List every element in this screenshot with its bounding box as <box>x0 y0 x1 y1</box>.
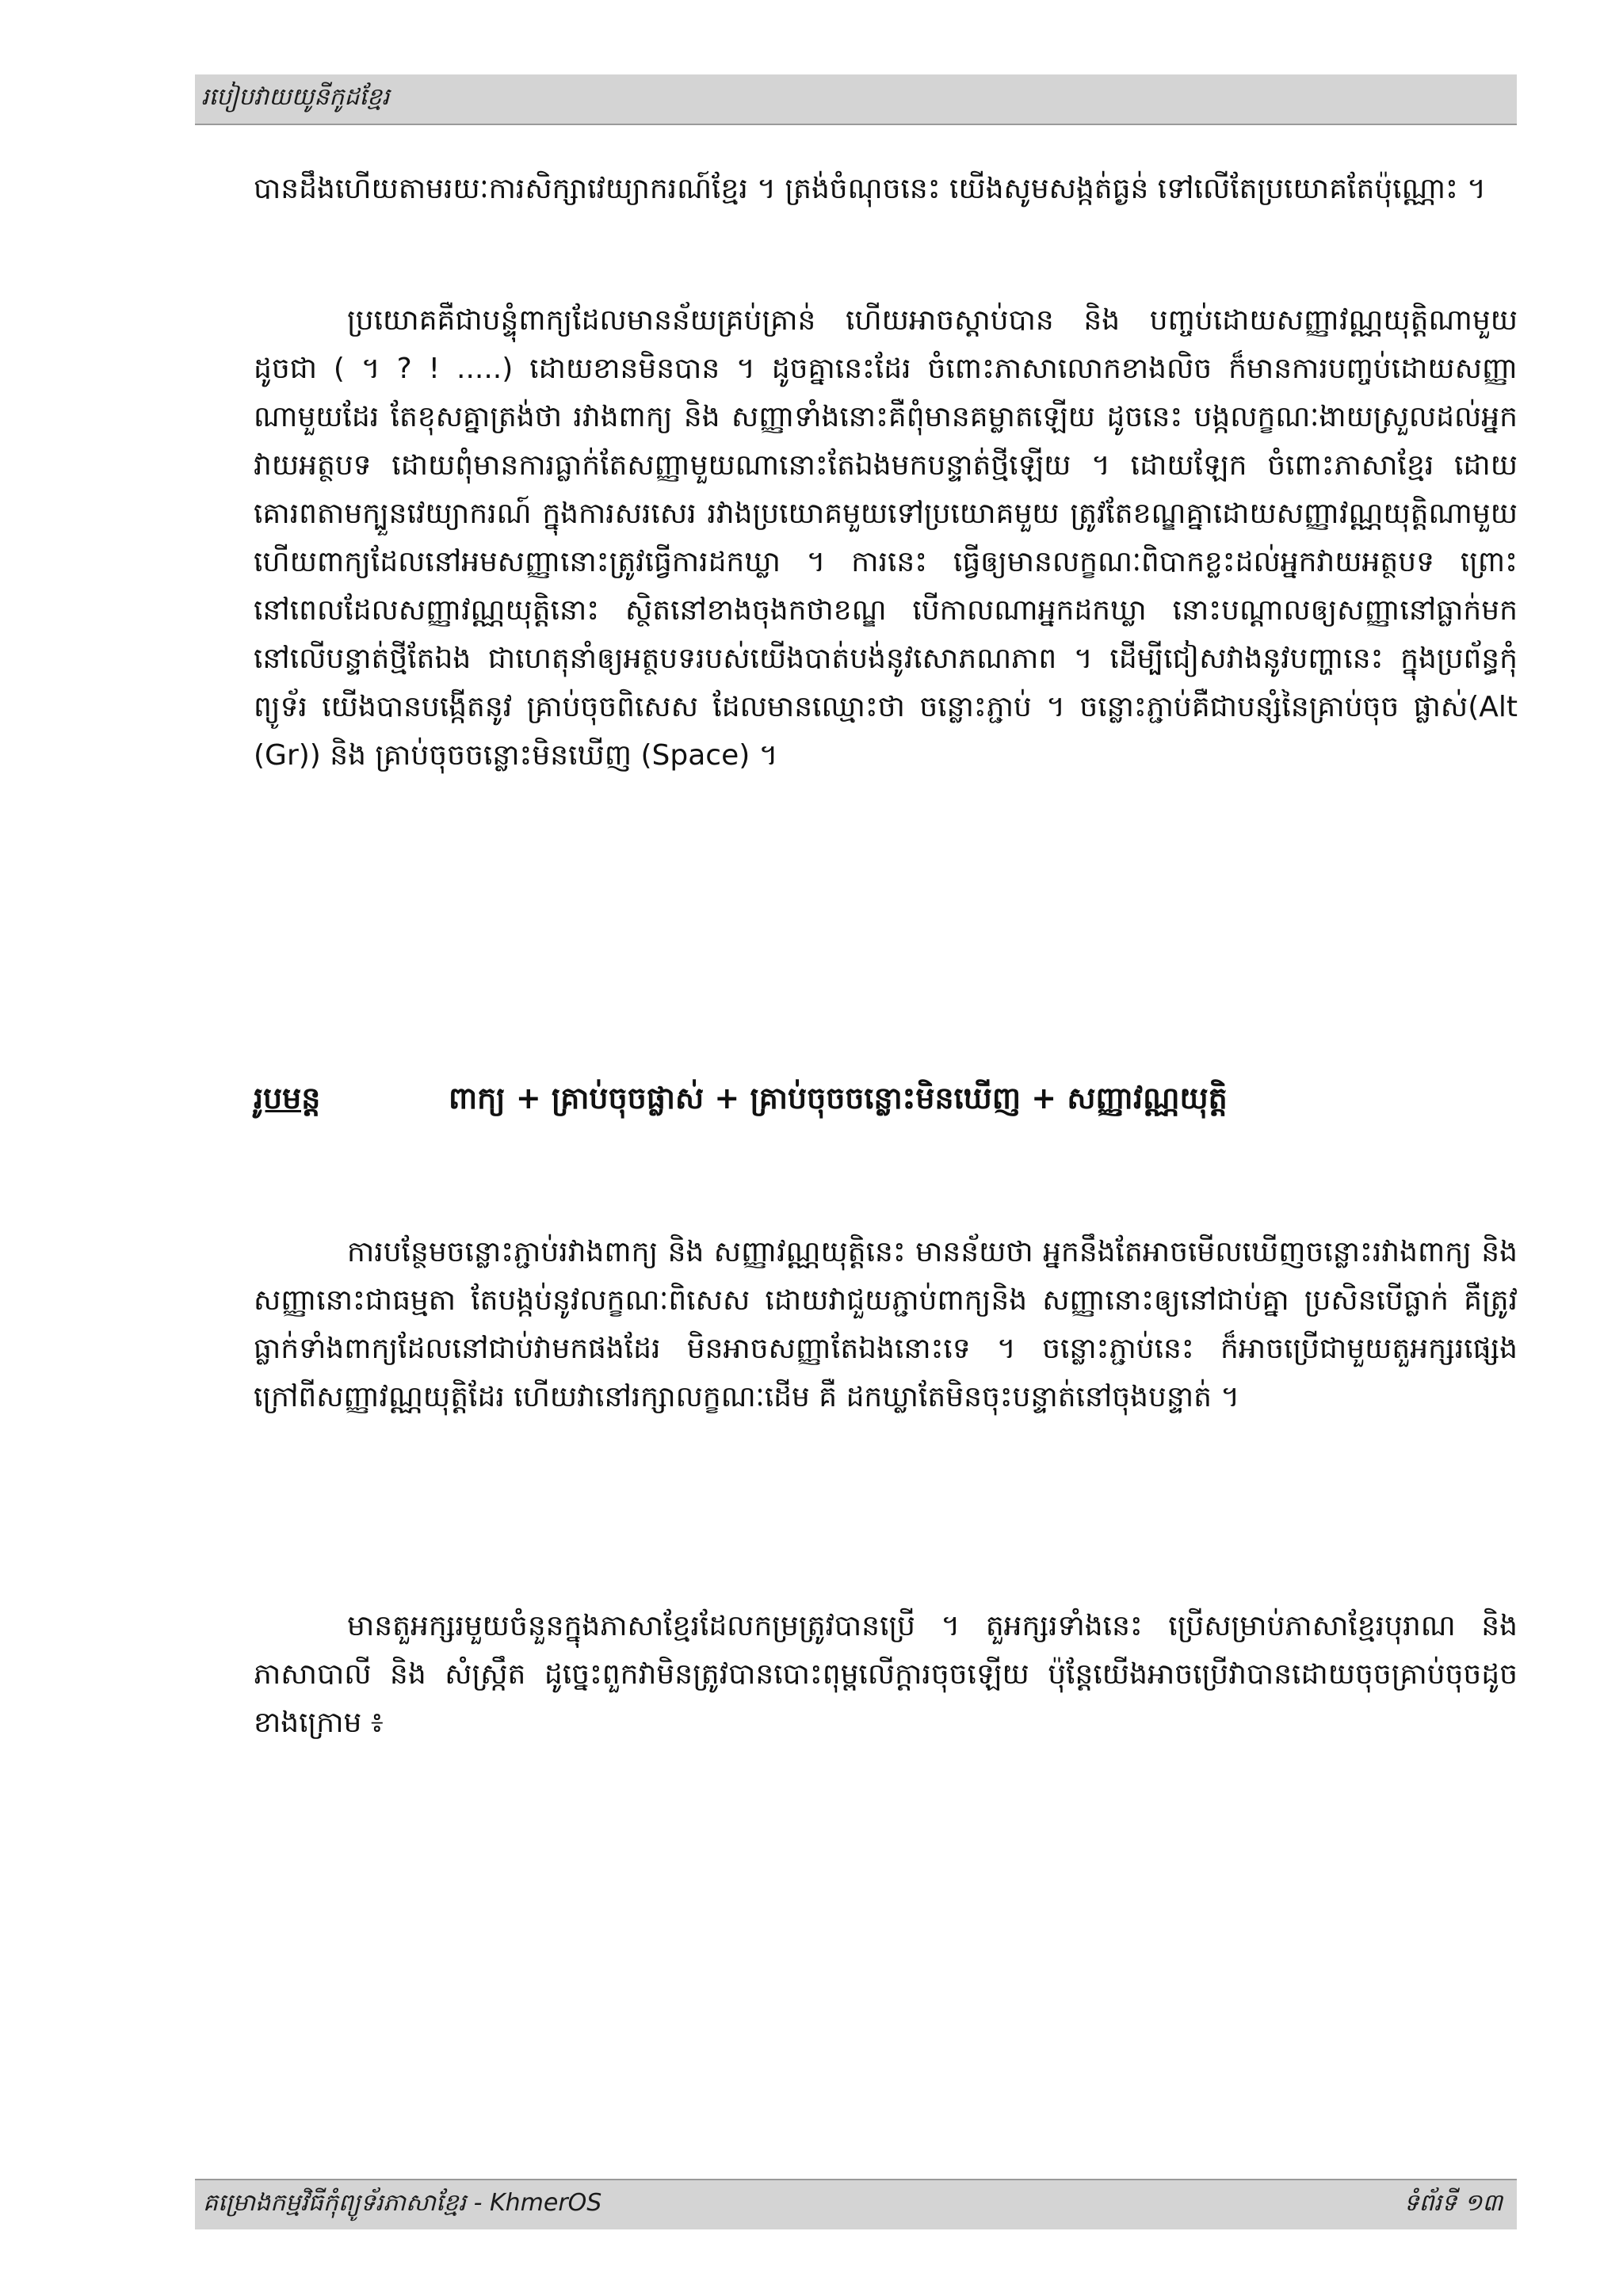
page-footer <box>195 2179 1517 2229</box>
formula-label: រូបមន្ត <box>254 1081 321 1116</box>
paragraph-sentence-definition: ប្រយោគគឺជាបន្ទុំពាក្យដែលមានន័យគ្រប់គ្រាន់ ហើយអាចស្តាប់បាន និង បញ្ចប់ដោយសញ្ញាវណ្ណយុត្តិណាមួយដូចជា ( ។ ? ! .....) ដោយខានមិនបាន ។ ដូចគ្នានេះដែរ ចំពោះភាសាលោកខាងលិច ក៏មានការបញ្ចប់ដោយសញ្ញាណាមួយដែរ តែខុសគ្នាត្រង់ថា រវាងពាក្យ និង សញ្ញាទាំងនោះគឺពុំមានគម្លាតឡើយ ដូចនេះ បង្កលក្ខណៈងាយស្រួលដល់អ្នកវាយអត្ថបទ ដោយពុំមានការធ្លាក់តែសញ្ញាមួយណានោះតែឯងមកបន្ទាត់ថ្មីឡើយ ។ ដោយឡែក ចំពោះភាសាខ្មែរ ដោយគោរពតាមក្បួនវេយ្យាករណ៍ ក្នុងការសរសេរ រវាងប្រយោគមួយទៅប្រយោគមួយ ត្រូវតែខណ្ឌគ្នាដោយសញ្ញាវណ្ណយុត្តិណាមួយ ហើយពាក្យដែលនៅអមសញ្ញានោះត្រូវធ្វើការដកឃ្លា ។ ការនេះ ធ្វើឲ្យមានលក្ខណៈពិបាកខ្លះដល់អ្នកវាយអត្ថបទ ព្រោះនៅពេលដែលសញ្ញាវណ្ណយុត្តិនោះ ស្ថិតនៅខាងចុងកថាខណ្ឌ បើកាលណាអ្នកដកឃ្លា នោះបណ្តាលឲ្យសញ្ញានៅធ្លាក់មកនៅលើបន្ទាត់ថ្មីតែឯង ជាហេតុនាំឲ្យអត្ថបទរបស់យើងបាត់បង់នូវសោភណភាព ។ ដើម្បីជៀសវាងនូវបញ្ហានេះ ក្នុងប្រព័ន្ធកុំព្យូទ័រ យើងបានបង្កើតនូវ គ្រាប់ចុចពិសេស ដែលមានឈ្មោះថា ចន្លោះភ្ជាប់ ។ ចន្លោះភ្ជាប់គឺជាបន្សំនៃគ្រាប់ចុច ផ្លាស់(Alt (Gr)) និង គ្រាប់ចុចចន្លោះមិនឃើញ (Space) ។ <box>254 304 1518 772</box>
page-number: ទំព័រទី ១៣ <box>1403 2189 1503 2217</box>
footer-project-name: គម្រោងកម្មវិធីកុំព្យូទ័រភាសាខ្មែរ - KhmerOS <box>203 2189 602 2217</box>
header-title: របៀបវាយយូនីកូដខ្មែរ <box>201 83 390 111</box>
paragraph-rare-characters: មានតួអក្សរមួយចំនួនក្នុងភាសាខ្មែរដែលកម្រត្រូវបានប្រើ ។ តួអក្សរទាំងនេះ ប្រើសម្រាប់ភាសាខ្មែរបុរាណ និង ភាសាបាលី និង សំស្ក្រឹត ដូច្នេះពួកវាមិនត្រូវបានបោះពុម្ពលើក្តារចុចឡើយ ប៉ុន្តែយើងអាចប្រើវាបានដោយចុចគ្រាប់ចុចដូចខាងក្រោម ៖ <box>254 1610 1518 1739</box>
page-header <box>195 74 1517 125</box>
paragraph-intro-continuation: បានដឹងហើយតាមរយៈការសិក្សាវេយ្យាករណ៍ខ្មែរ ។ ត្រង់ចំណុចនេះ យើងសូមសង្កត់ធ្ងន់ ទៅលើតែប្រយោគតែប៉ុណ្ណោះ ។ <box>254 173 1486 205</box>
paragraph-non-breaking-space: ការបន្ថែមចន្លោះភ្ជាប់រវាងពាក្យ និង សញ្ញាវណ្ណយុត្តិនេះ មានន័យថា អ្នកនឹងតែអាចមើលឃើញចន្លោះរវាងពាក្យ និង សញ្ញានោះជាធម្មតា តែបង្កប់នូវលក្ខណៈពិសេស ដោយវាជួយភ្ជាប់ពាក្យនិង សញ្ញានោះឲ្យនៅជាប់គ្នា ប្រសិនបើធ្លាក់ គឺត្រូវធ្លាក់ទាំងពាក្យដែលនៅជាប់វាមកផងដែរ មិនអាចសញ្ញាតែឯងនោះទេ ។ ចន្លោះភ្ជាប់នេះ ក៏អាចប្រើជាមួយតួអក្សរផ្សេង ក្រៅពីសញ្ញាវណ្ណយុត្តិដែរ ហើយវានៅរក្សាលក្ខណៈដើម គឺ ដកឃ្លាតែមិនចុះបន្ទាត់នៅចុងបន្ទាត់ ។ <box>254 1236 1518 1413</box>
formula-block <box>254 1074 1518 1129</box>
formula-expression: ពាក្យ + គ្រាប់ចុចផ្លាស់ + គ្រាប់ចុចចន្លោះមិនឃើញ + សញ្ញាវណ្ណយុត្តិ <box>449 1081 1228 1116</box>
